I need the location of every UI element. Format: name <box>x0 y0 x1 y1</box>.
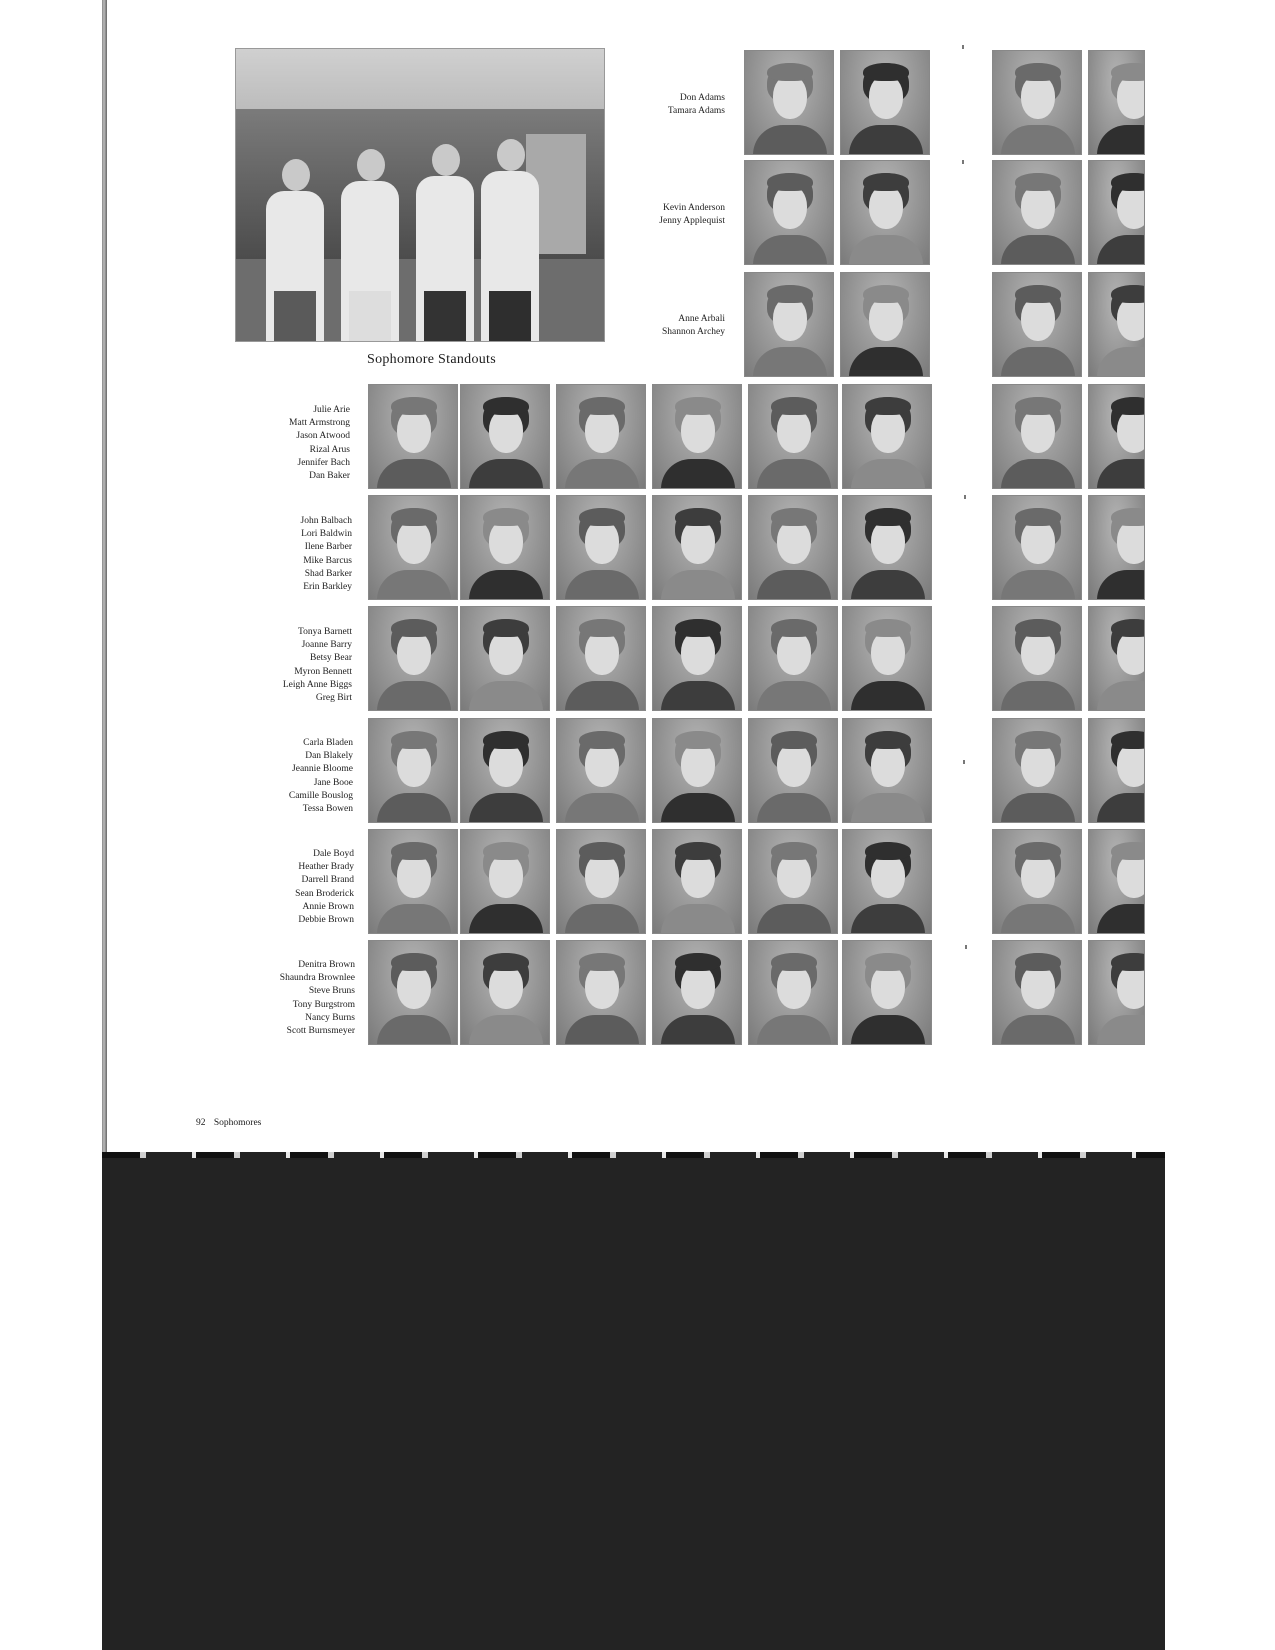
student-portrait <box>748 940 838 1045</box>
student-name: Ilene Barber <box>304 542 352 553</box>
student-portrait <box>1088 495 1145 600</box>
student-name: Dan Blakely <box>305 751 353 762</box>
student-portrait <box>992 50 1082 155</box>
student-portrait <box>744 272 834 377</box>
student-portrait <box>1088 829 1145 934</box>
student-name: Scott Burnsmeyer <box>286 1026 355 1037</box>
student-portrait <box>992 495 1082 600</box>
student-portrait <box>992 272 1082 377</box>
page-footer <box>196 1118 261 1128</box>
student-name: Tessa Bowen <box>302 804 353 815</box>
student-portrait <box>1088 50 1145 155</box>
student-name: Greg Birt <box>315 693 352 704</box>
student-name: Tony Burgstrom <box>292 999 355 1010</box>
student-portrait <box>992 160 1082 265</box>
student-portrait <box>460 718 550 823</box>
student-name: Leigh Anne Biggs <box>282 679 352 690</box>
student-portrait <box>1088 384 1145 489</box>
student-portrait <box>992 606 1082 711</box>
student-name: Sean Broderick <box>295 888 354 899</box>
student-portrait <box>460 384 550 489</box>
student-name: Julie Arie <box>313 405 350 415</box>
student-portrait <box>556 384 646 489</box>
name-list-row-8 <box>214 848 354 927</box>
student-name: Steve Bruns <box>308 986 355 997</box>
student-portrait <box>652 495 742 600</box>
student-portrait <box>842 495 932 600</box>
student-portrait <box>368 718 458 823</box>
student-name: Debbie Brown <box>298 915 354 926</box>
student-portrait <box>992 718 1082 823</box>
student-name: Shad Barker <box>304 568 352 579</box>
student-portrait <box>1088 160 1145 265</box>
student-portrait <box>992 384 1082 489</box>
student-name: John Balbach <box>300 516 352 526</box>
student-name: Jason Atwood <box>296 431 350 442</box>
student-name: Myron Bennett <box>294 666 352 677</box>
scan-background <box>102 1158 1165 1650</box>
student-portrait <box>556 940 646 1045</box>
name-list-row-7 <box>213 737 353 816</box>
student-portrait <box>840 160 930 265</box>
name-list-row-1 <box>585 92 725 118</box>
student-name: Erin Barkley <box>303 582 352 593</box>
student-portrait <box>992 940 1082 1045</box>
student-portrait <box>842 384 932 489</box>
student-name: Darrell Brand <box>301 875 354 886</box>
student-portrait <box>368 495 458 600</box>
student-name: Tamara Adams <box>667 106 725 117</box>
student-portrait <box>842 940 932 1045</box>
student-portrait <box>748 495 838 600</box>
scan-speck <box>962 160 964 164</box>
student-portrait <box>748 829 838 934</box>
student-portrait <box>556 829 646 934</box>
student-name: Anne Arbali <box>678 314 725 324</box>
student-portrait <box>992 829 1082 934</box>
student-portrait <box>652 718 742 823</box>
scan-speck <box>964 495 966 499</box>
student-portrait <box>460 495 550 600</box>
student-portrait <box>1088 606 1145 711</box>
student-name: Dale Boyd <box>313 849 354 859</box>
student-name: Camille Bouslog <box>288 790 353 801</box>
student-name: Jeannie Bloome <box>292 764 353 775</box>
student-portrait <box>368 606 458 711</box>
name-list-row-6 <box>212 626 352 705</box>
student-portrait <box>652 829 742 934</box>
student-portrait <box>556 606 646 711</box>
name-list-row-4 <box>210 404 350 483</box>
name-list-row-5 <box>212 515 352 594</box>
name-list-row-2 <box>585 202 725 228</box>
student-name: Denitra Brown <box>298 960 355 970</box>
scan-speck <box>963 760 965 764</box>
student-portrait <box>840 272 930 377</box>
student-name: Jenny Applequist <box>659 216 725 227</box>
student-portrait <box>368 829 458 934</box>
student-portrait <box>1088 940 1145 1045</box>
student-portrait <box>556 718 646 823</box>
student-portrait <box>842 718 932 823</box>
student-portrait <box>460 829 550 934</box>
student-portrait <box>842 829 932 934</box>
student-name: Matt Armstrong <box>289 418 350 429</box>
student-portrait <box>652 606 742 711</box>
student-portrait <box>460 606 550 711</box>
student-portrait <box>842 606 932 711</box>
student-portrait <box>368 940 458 1045</box>
student-name: Lori Baldwin <box>301 529 352 540</box>
student-name: Don Adams <box>679 93 725 103</box>
student-name: Jane Booe <box>313 777 353 788</box>
feature-photo-caption: Sophomore Standouts <box>367 352 496 367</box>
student-portrait <box>744 160 834 265</box>
scan-speck <box>965 945 967 949</box>
student-name: Jennifer Bach <box>297 457 350 468</box>
student-name: Kevin Anderson <box>662 203 725 213</box>
student-portrait <box>840 50 930 155</box>
student-portrait <box>1088 272 1145 377</box>
student-portrait <box>1088 718 1145 823</box>
student-name: Rizal Arus <box>309 444 350 455</box>
student-portrait <box>748 718 838 823</box>
section-title: Sophomores <box>213 1118 262 1128</box>
student-name: Annie Brown <box>302 901 354 912</box>
student-portrait <box>748 384 838 489</box>
student-name: Tonya Barnett <box>298 627 352 637</box>
student-portrait <box>460 940 550 1045</box>
student-name: Dan Baker <box>309 471 350 482</box>
page-number: 92 <box>196 1118 206 1128</box>
student-name: Nancy Burns <box>305 1012 355 1023</box>
student-name: Shaundra Brownlee <box>279 973 355 984</box>
student-portrait <box>652 384 742 489</box>
scan-speck <box>962 45 964 49</box>
student-portrait <box>652 940 742 1045</box>
student-name: Shannon Archey <box>661 327 725 338</box>
name-list-row-3 <box>585 313 725 339</box>
student-portrait <box>748 606 838 711</box>
student-name: Heather Brady <box>298 862 354 873</box>
feature-photo <box>235 48 605 342</box>
name-list-row-9 <box>215 959 355 1038</box>
student-name: Mike Barcus <box>303 555 352 566</box>
student-name: Betsy Bear <box>310 653 352 664</box>
student-portrait <box>556 495 646 600</box>
student-name: Carla Bladen <box>303 738 353 748</box>
student-portrait <box>744 50 834 155</box>
student-name: Joanne Barry <box>301 640 352 651</box>
student-portrait <box>368 384 458 489</box>
